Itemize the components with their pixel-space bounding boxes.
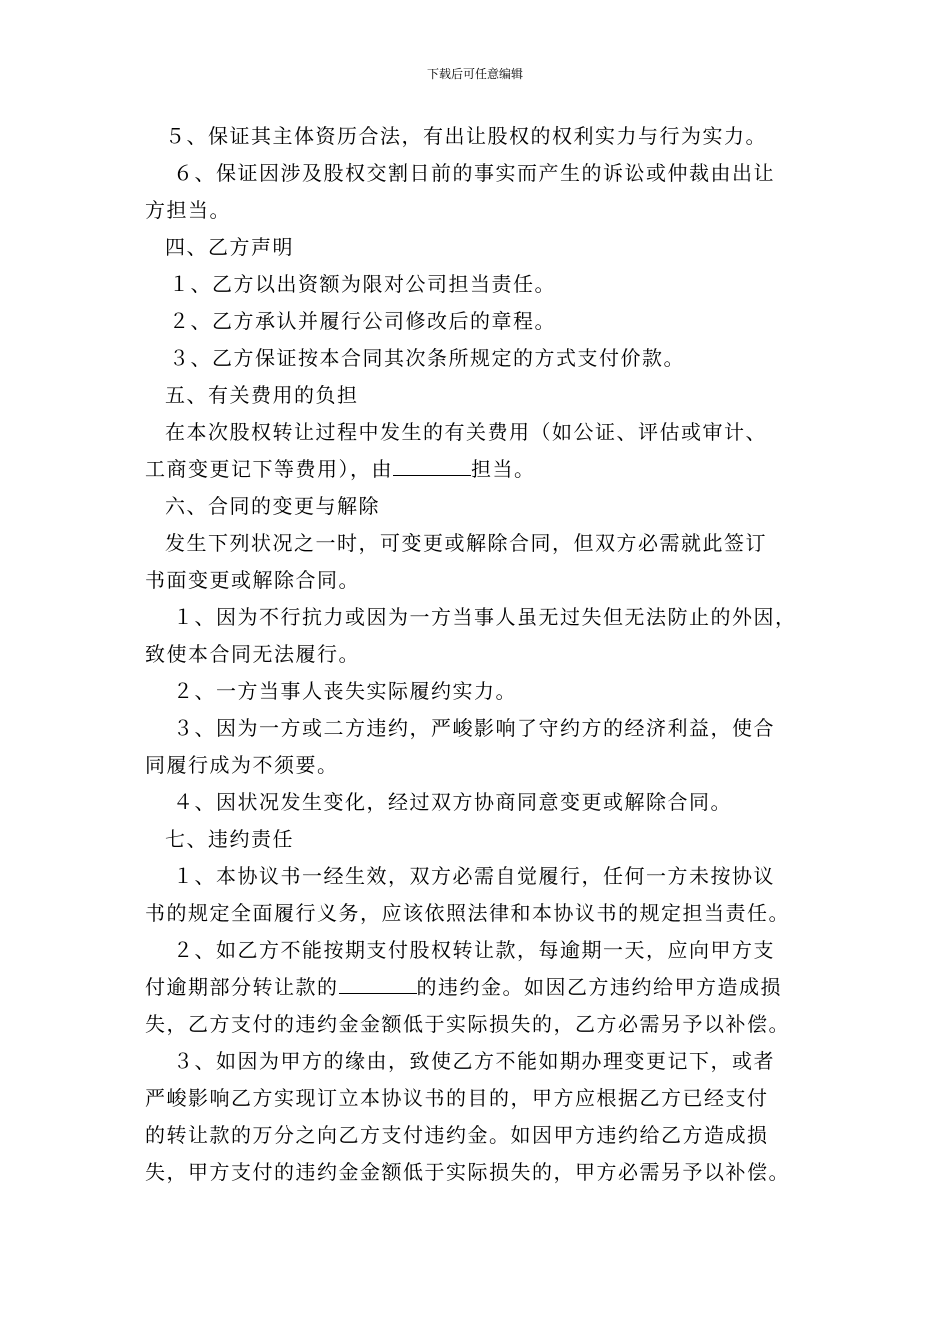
clause-7-item-1-line-2: 书的规定全面履行义务，应该依照法律和本协议书的规定担当责任。 <box>145 901 790 925</box>
section-heading-6: 六、合同的变更与解除 <box>165 494 380 518</box>
clause-7-item-3-line-4: 失，甲方支付的违约金金额低于实际损失的，甲方必需另予以补偿。 <box>145 1160 790 1184</box>
clause-7-item-2-line-2-after: 的违约金。如因乙方违约给甲方造成损 <box>416 975 782 999</box>
clause-5-line-2-after: 担当。 <box>471 457 536 481</box>
section-heading-4: 四、乙方声明 <box>165 235 294 259</box>
section-heading-5: 五、有关费用的负担 <box>165 383 359 407</box>
clause-7-item-2-line-2 <box>145 969 815 1006</box>
fee-payer-blank <box>393 457 471 476</box>
clause-6-item-1-line-1: １、因为不行抗力或因为一方当事人虽无过失但无法防止的外因， <box>173 605 797 629</box>
clause-3-item-6-line-1: ６、保证因涉及股权交割日前的事实而产生的诉讼或仲裁由出让 <box>173 161 775 185</box>
section-heading-7: 七、违约责任 <box>165 827 294 851</box>
clause-6-item-2: ２、一方当事人丧失实际履约实力。 <box>173 679 517 703</box>
clause-4-item-3: ３、乙方保证按本合同其次条所规定的方式支付价款。 <box>169 346 685 370</box>
clause-3-item-5: ５、保证其主体资历合法，有出让股权的权利实力与行为实力。 <box>165 124 767 148</box>
clause-5-line-2-before: 工商变更记下等费用），由 <box>145 457 393 481</box>
clause-6-item-1-line-2: 致使本合同无法履行。 <box>145 642 360 666</box>
clause-7-item-2-line-2-before: 付逾期部分转让款的 <box>145 975 339 999</box>
clause-7-item-1-line-1: １、本协议书一经生效，双方必需自觉履行，任何一方未按协议 <box>173 864 775 888</box>
clause-5-line-1: 在本次股权转让过程中发生的有关费用（如公证、评估或审计、 <box>165 420 767 444</box>
clause-6-item-4: ４、因状况发生变化，经过双方协商同意变更或解除合同。 <box>173 790 732 814</box>
clause-7-item-2-line-1: ２、如乙方不能按期支付股权转让款，每逾期一天，应向甲方支 <box>173 938 775 962</box>
clause-7-item-3-line-1: ３、如因为甲方的缘由，致使乙方不能如期办理变更记下，或者 <box>173 1049 775 1073</box>
clause-5-line-2 <box>145 451 815 488</box>
clause-4-item-2: ２、乙方承认并履行公司修改后的章程。 <box>169 309 556 333</box>
clause-7-item-3-line-2: 严峻影响乙方实现订立本协议书的目的，甲方应根据乙方已经支付 <box>145 1086 769 1110</box>
clause-6-intro-line-2: 书面变更或解除合同。 <box>145 568 360 592</box>
clause-6-intro-line-1: 发生下列状况之一时，可变更或解除合同，但双方必需就此签订 <box>165 531 767 555</box>
clause-6-item-3-line-2: 同履行成为不须要。 <box>145 753 339 777</box>
page-header: 下载后可任意编辑 <box>426 67 523 81</box>
clause-4-item-1: １、乙方以出资额为限对公司担当责任。 <box>169 272 556 296</box>
penalty-rate-blank <box>339 975 417 994</box>
clause-6-item-3-line-1: ３、因为一方或二方违约，严峻影响了守约方的经济利益，使合 <box>173 716 775 740</box>
clause-3-item-6-line-2: 方担当。 <box>145 198 231 222</box>
clause-7-item-3-line-3: 的转让款的万分之向乙方支付违约金。如因甲方违约给乙方造成损 <box>145 1123 769 1147</box>
contract-body <box>145 118 815 1191</box>
clause-7-item-2-line-3: 失，乙方支付的违约金金额低于实际损失的，乙方必需另予以补偿。 <box>145 1012 790 1036</box>
